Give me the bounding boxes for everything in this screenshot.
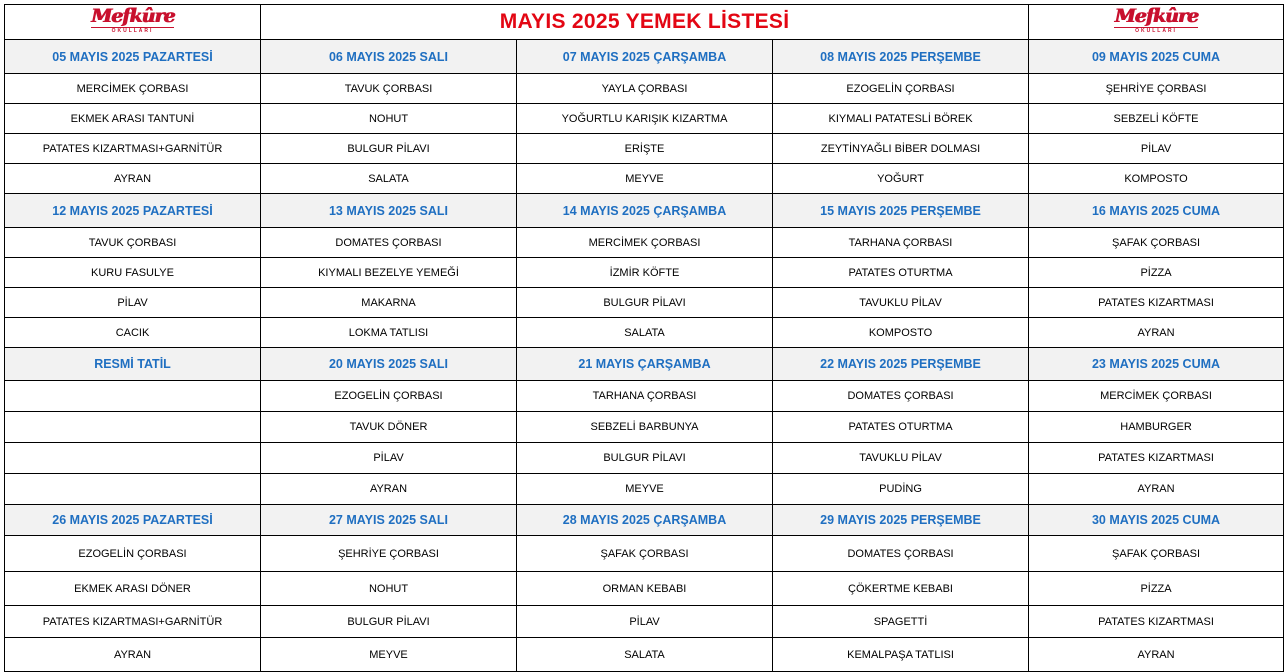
meal-item: AYRAN	[1029, 318, 1284, 348]
meal-row	[5, 443, 1284, 474]
meal-item: MERCİMEK ÇORBASI	[5, 74, 261, 104]
day-header-row	[5, 348, 1284, 381]
day-header-row	[5, 194, 1284, 228]
meal-item: PİLAV	[261, 443, 517, 474]
day-header: 13 MAYIS 2025 SALI	[261, 194, 517, 228]
meal-item: MERCİMEK ÇORBASI	[1029, 381, 1284, 412]
meal-item: YAYLA ÇORBASI	[517, 74, 773, 104]
brand-logo-subtext: OKULLARI	[1114, 27, 1197, 34]
meal-item: KIYMALI BEZELYE YEMEĞİ	[261, 258, 517, 288]
meal-item: AYRAN	[1029, 638, 1284, 672]
meal-item: NOHUT	[261, 572, 517, 606]
meal-item: ŞEHRİYE ÇORBASI	[261, 536, 517, 572]
meal-item: PATATES KIZARTMASI	[1029, 288, 1284, 318]
meal-item: TAVUK DÖNER	[261, 412, 517, 443]
meal-row	[5, 228, 1284, 258]
meal-item: PATATES KIZARTMASI	[1029, 443, 1284, 474]
menu-table	[4, 4, 1284, 672]
meal-item: PATATES KIZARTMASI	[1029, 606, 1284, 638]
day-header: 09 MAYIS 2025 CUMA	[1029, 40, 1284, 74]
page-title: MAYIS 2025 YEMEK LİSTESİ	[261, 5, 1029, 40]
meal-item	[5, 443, 261, 474]
meal-item: TAVUK ÇORBASI	[261, 74, 517, 104]
meal-row	[5, 572, 1284, 606]
meal-item: ORMAN KEBABI	[517, 572, 773, 606]
meal-item: YOĞURT	[773, 164, 1029, 194]
meal-item: LOKMA TATLISI	[261, 318, 517, 348]
meal-item: SEBZELİ KÖFTE	[1029, 104, 1284, 134]
meal-item: PATATES KIZARTMASI+GARNİTÜR	[5, 134, 261, 164]
meal-item: TAVUKLU PİLAV	[773, 443, 1029, 474]
day-header: 22 MAYIS 2025 PERŞEMBE	[773, 348, 1029, 381]
meal-item: MERCİMEK ÇORBASI	[517, 228, 773, 258]
brand-logo-left	[91, 7, 174, 34]
meal-item: TARHANA ÇORBASI	[773, 228, 1029, 258]
meal-row	[5, 74, 1284, 104]
meal-item: ŞAFAK ÇORBASI	[1029, 228, 1284, 258]
meal-item: PİLAV	[1029, 134, 1284, 164]
day-header: 20 MAYIS 2025 SALI	[261, 348, 517, 381]
meal-item: ŞEHRİYE ÇORBASI	[1029, 74, 1284, 104]
meal-item: BULGUR PİLAVI	[517, 288, 773, 318]
day-header: RESMİ TATİL	[5, 348, 261, 381]
meal-item: SALATA	[517, 638, 773, 672]
meal-row	[5, 412, 1284, 443]
day-header: 07 MAYIS 2025 ÇARŞAMBA	[517, 40, 773, 74]
meal-item: SPAGETTİ	[773, 606, 1029, 638]
meal-item	[5, 412, 261, 443]
meal-item: AYRAN	[5, 638, 261, 672]
meal-row	[5, 474, 1284, 505]
meal-item: PATATES OTURTMA	[773, 258, 1029, 288]
brand-logo-text: Mefkûre	[90, 5, 175, 27]
meal-item: KEMALPAŞA TATLISI	[773, 638, 1029, 672]
day-header: 26 MAYIS 2025 PAZARTESİ	[5, 505, 261, 536]
meal-item: ŞAFAK ÇORBASI	[517, 536, 773, 572]
meal-item: EKMEK ARASI DÖNER	[5, 572, 261, 606]
meal-row	[5, 318, 1284, 348]
day-header: 14 MAYIS 2025 ÇARŞAMBA	[517, 194, 773, 228]
day-header: 12 MAYIS 2025 PAZARTESİ	[5, 194, 261, 228]
meal-item: ŞAFAK ÇORBASI	[1029, 536, 1284, 572]
meal-item	[5, 474, 261, 505]
meal-item: AYRAN	[261, 474, 517, 505]
meal-item: PUDİNG	[773, 474, 1029, 505]
meal-item: TAVUKLU PİLAV	[773, 288, 1029, 318]
meal-item: ZEYTİNYAĞLI BİBER DOLMASI	[773, 134, 1029, 164]
day-header: 15 MAYIS 2025 PERŞEMBE	[773, 194, 1029, 228]
day-header: 08 MAYIS 2025 PERŞEMBE	[773, 40, 1029, 74]
meal-item: BULGUR PİLAVI	[261, 134, 517, 164]
meal-item: MEYVE	[261, 638, 517, 672]
day-header: 27 MAYIS 2025 SALI	[261, 505, 517, 536]
meal-item: KOMPOSTO	[1029, 164, 1284, 194]
meal-item: DOMATES ÇORBASI	[261, 228, 517, 258]
day-header-row	[5, 505, 1284, 536]
meal-item: PATATES KIZARTMASI+GARNİTÜR	[5, 606, 261, 638]
title-row	[5, 5, 1284, 40]
meal-row	[5, 134, 1284, 164]
brand-logo-text: Mefkûre	[1114, 5, 1198, 27]
meal-item: EZOGELİN ÇORBASI	[261, 381, 517, 412]
meal-row	[5, 288, 1284, 318]
meal-item: SALATA	[261, 164, 517, 194]
day-header: 16 MAYIS 2025 CUMA	[1029, 194, 1284, 228]
meal-item: KOMPOSTO	[773, 318, 1029, 348]
meal-item: ÇÖKERTME KEBABI	[773, 572, 1029, 606]
meal-item: ERİŞTE	[517, 134, 773, 164]
meal-item: PİLAV	[5, 288, 261, 318]
meal-item: PİZZA	[1029, 572, 1284, 606]
meal-item: MEYVE	[517, 164, 773, 194]
day-header: 21 MAYIS ÇARŞAMBA	[517, 348, 773, 381]
meal-item: SEBZELİ BARBUNYA	[517, 412, 773, 443]
day-header: 29 MAYIS 2025 PERŞEMBE	[773, 505, 1029, 536]
meal-item: KURU FASULYE	[5, 258, 261, 288]
meal-item: PATATES OTURTMA	[773, 412, 1029, 443]
meal-row	[5, 536, 1284, 572]
meal-item: MAKARNA	[261, 288, 517, 318]
meal-row	[5, 606, 1284, 638]
day-header: 06 MAYIS 2025 SALI	[261, 40, 517, 74]
meal-item: SALATA	[517, 318, 773, 348]
meal-item: TAVUK ÇORBASI	[5, 228, 261, 258]
meal-item: AYRAN	[5, 164, 261, 194]
brand-logo-subtext: OKULLARI	[91, 27, 174, 34]
meal-item: DOMATES ÇORBASI	[773, 381, 1029, 412]
meal-item: BULGUR PİLAVI	[261, 606, 517, 638]
meal-item	[5, 381, 261, 412]
meal-row	[5, 381, 1284, 412]
logo-left-cell	[5, 5, 261, 40]
meal-item: MEYVE	[517, 474, 773, 505]
day-header: 05 MAYIS 2025 PAZARTESİ	[5, 40, 261, 74]
meal-row	[5, 164, 1284, 194]
meal-item: EZOGELİN ÇORBASI	[773, 74, 1029, 104]
meal-item: BULGUR PİLAVI	[517, 443, 773, 474]
meal-item: DOMATES ÇORBASI	[773, 536, 1029, 572]
meal-item: PİZZA	[1029, 258, 1284, 288]
day-header: 30 MAYIS 2025 CUMA	[1029, 505, 1284, 536]
meal-item: AYRAN	[1029, 474, 1284, 505]
brand-logo-right	[1114, 7, 1197, 34]
meal-item: NOHUT	[261, 104, 517, 134]
meal-row	[5, 638, 1284, 672]
meal-item: İZMİR KÖFTE	[517, 258, 773, 288]
meal-item: TARHANA ÇORBASI	[517, 381, 773, 412]
meal-row	[5, 258, 1284, 288]
meal-row	[5, 104, 1284, 134]
day-header-row	[5, 40, 1284, 74]
logo-right-cell	[1029, 5, 1284, 40]
meal-item: KIYMALI PATATESLİ BÖREK	[773, 104, 1029, 134]
meal-item: PİLAV	[517, 606, 773, 638]
meal-item: EKMEK ARASI TANTUNİ	[5, 104, 261, 134]
meal-item: HAMBURGER	[1029, 412, 1284, 443]
day-header: 28 MAYIS 2025 ÇARŞAMBA	[517, 505, 773, 536]
meal-item: EZOGELİN ÇORBASI	[5, 536, 261, 572]
day-header: 23 MAYIS 2025 CUMA	[1029, 348, 1284, 381]
meal-item: CACIK	[5, 318, 261, 348]
meal-item: YOĞURTLU KARIŞIK KIZARTMA	[517, 104, 773, 134]
